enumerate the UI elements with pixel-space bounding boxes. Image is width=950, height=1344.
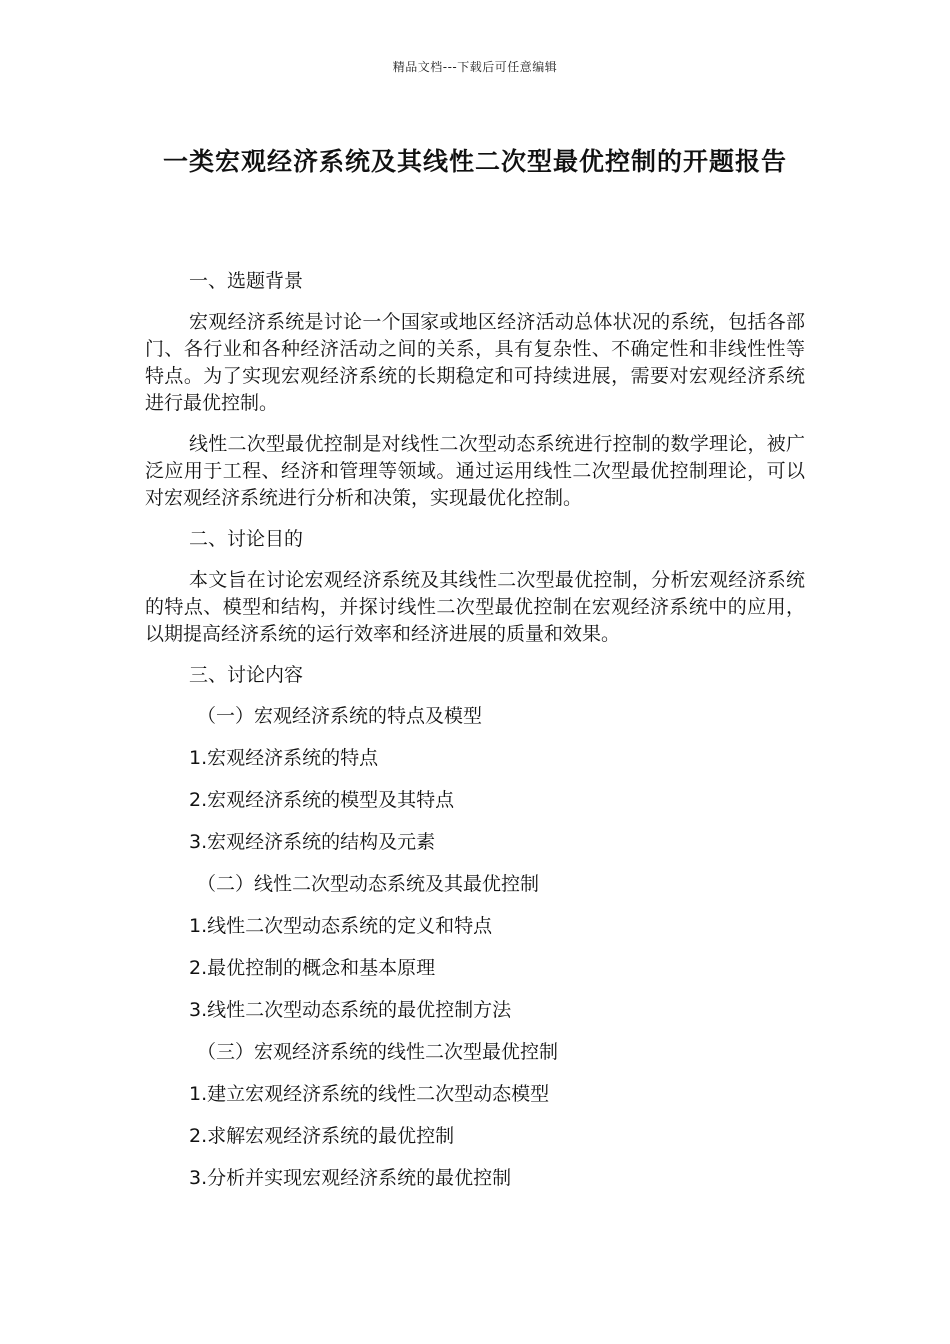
header-note: 精品文档---下载后可任意编辑	[392, 60, 558, 74]
subsection-3: （三）宏观经济系统的线性二次型最优控制	[197, 1041, 559, 1063]
section-heading-purpose: 二、讨论目的	[189, 528, 304, 550]
document-body	[145, 268, 805, 1207]
section-heading-background: 一、选题背景	[189, 270, 304, 292]
document-title: 一类宏观经济系统及其线性二次型最优控制的开题报告	[162, 147, 787, 176]
list-item: 1.线性二次型动态系统的定义和特点	[189, 915, 493, 937]
paragraph-background-2: 线性二次型最优控制是对线性二次型动态系统进行控制的数学理论，被广泛应用于工程、经济和管理等领域。通过运用线性二次型最优控制理论，可以对宏观经济系统进行分析和决策，实现最优化控制。	[145, 433, 805, 509]
subsection-2: （二）线性二次型动态系统及其最优控制	[197, 873, 540, 895]
paragraph-background-1: 宏观经济系统是讨论一个国家或地区经济活动总体状况的系统，包括各部门、各行业和各种经济活动之间的关系，具有复杂性、不确定性和非线性性等特点。为了实现宏观经济系统的长期稳定和可持续进展，需要对宏观经济系统进行最优控制。	[145, 311, 805, 414]
list-item: 3.分析并实现宏观经济系统的最优控制	[189, 1167, 512, 1189]
list-item: 3.线性二次型动态系统的最优控制方法	[189, 999, 512, 1021]
list-item: 2.宏观经济系统的模型及其特点	[189, 789, 455, 811]
subsection-1: （一）宏观经济系统的特点及模型	[197, 705, 483, 727]
list-item: 3.宏观经济系统的结构及元素	[189, 831, 436, 853]
list-item: 2.最优控制的概念和基本原理	[189, 957, 436, 979]
paragraph-purpose: 本文旨在讨论宏观经济系统及其线性二次型最优控制，分析宏观经济系统的特点、模型和结构，并探讨线性二次型最优控制在宏观经济系统中的应用，以期提高经济系统的运行效率和经济进展的质量和效果。	[145, 569, 805, 645]
section-heading-content: 三、讨论内容	[189, 664, 304, 686]
list-item: 1.建立宏观经济系统的线性二次型动态模型	[189, 1083, 550, 1105]
list-item: 2.求解宏观经济系统的最优控制	[189, 1125, 455, 1147]
list-item: 1.宏观经济系统的特点	[189, 747, 379, 769]
